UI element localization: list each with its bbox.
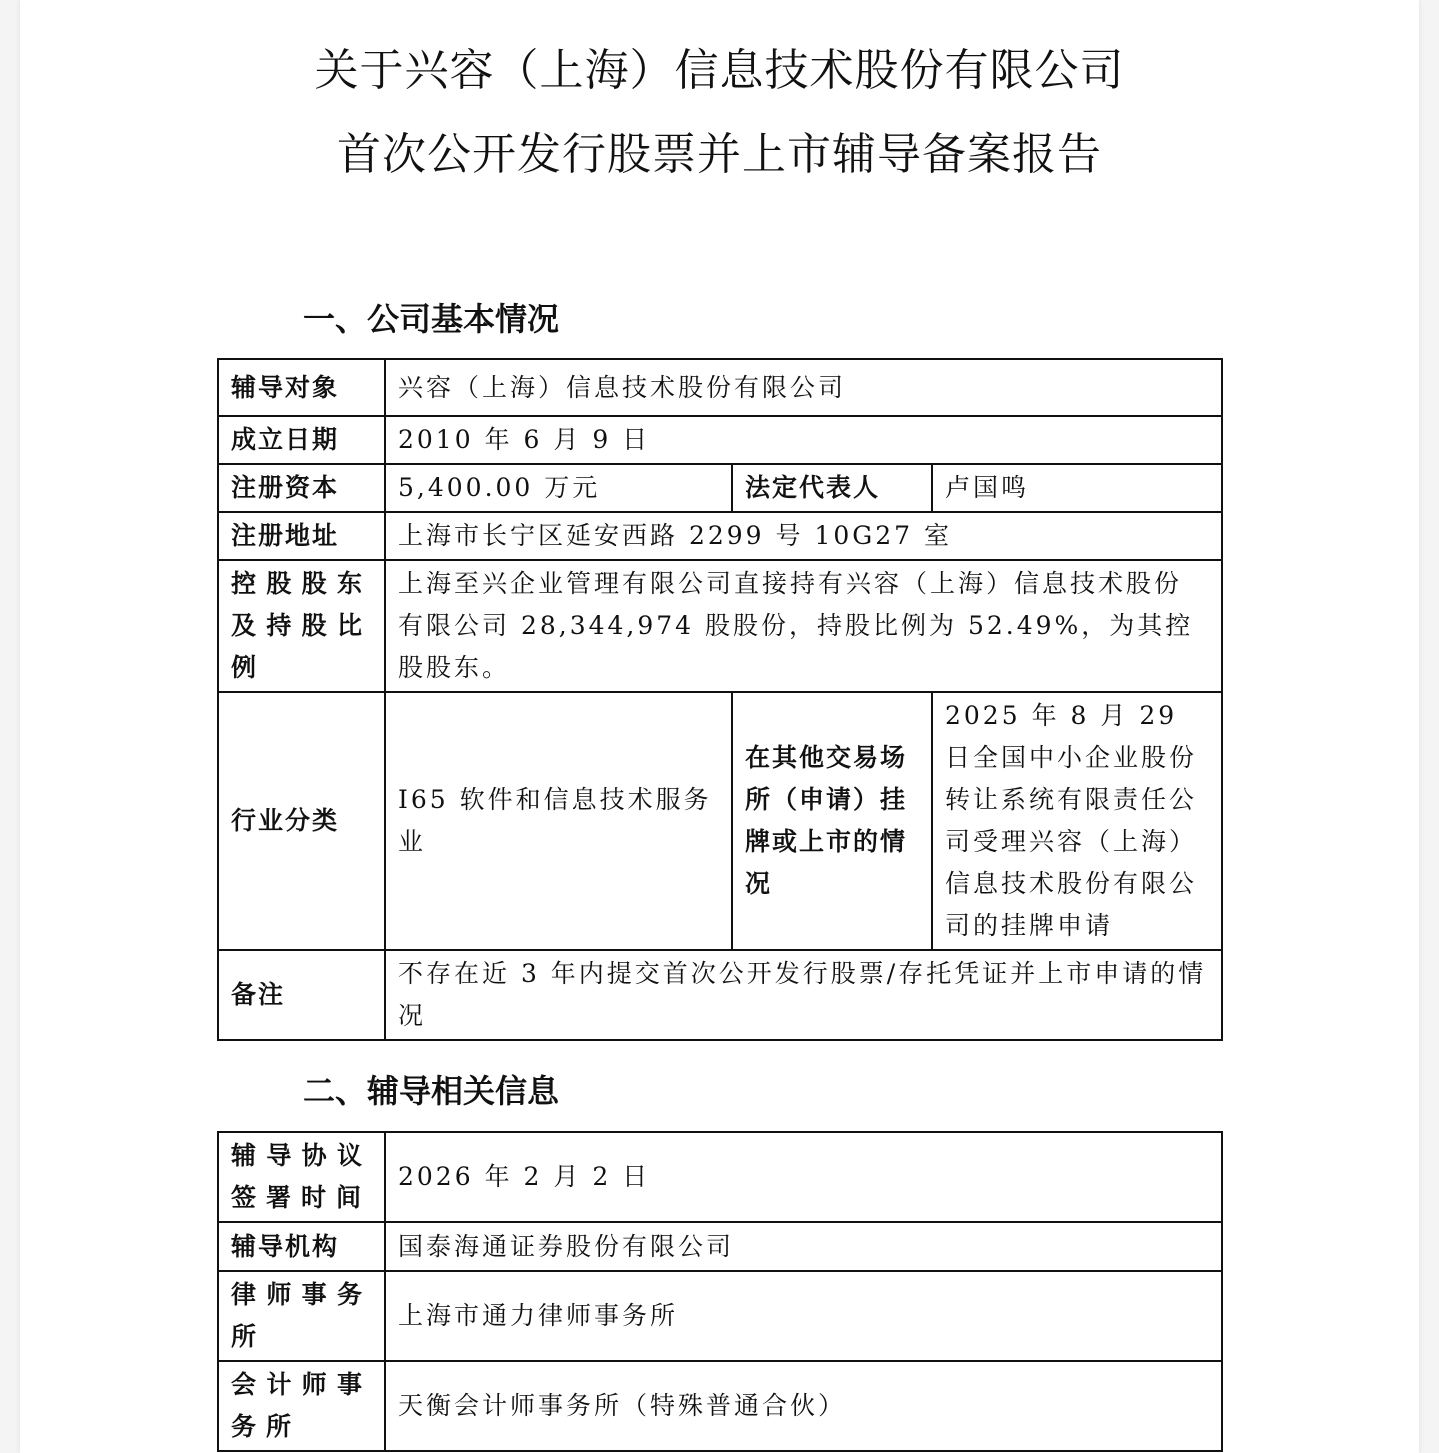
accounting-firm-label: 会计师事务所 xyxy=(218,1361,385,1451)
shareholder-value: 上海至兴企业管理有限公司直接持有兴容（上海）信息技术股份有限公司 28,344,974 股股份，持股比例为 52.49%，为其控股股东。 xyxy=(385,560,1222,692)
agreement-date-value: 2026 年 2 月 2 日 xyxy=(385,1132,1222,1222)
table-row xyxy=(218,416,1222,464)
other-listing-label: 在其他交易场所（申请）挂牌或上市的情况 xyxy=(732,692,932,950)
table-row xyxy=(218,1132,1222,1222)
table-row xyxy=(218,1271,1222,1361)
capital-value: 5,400.00 万元 xyxy=(385,464,732,512)
capital-label: 注册资本 xyxy=(218,464,385,512)
table-row xyxy=(218,560,1222,692)
table-row xyxy=(218,1361,1222,1451)
address-label: 注册地址 xyxy=(218,512,385,560)
target-value: 兴容（上海）信息技术股份有限公司 xyxy=(385,359,1222,416)
industry-value: I65 软件和信息技术服务业 xyxy=(385,692,732,950)
section-heading-tutoring-info: 二、辅导相关信息 xyxy=(303,1072,560,1110)
table-row xyxy=(218,950,1222,1040)
table-row xyxy=(218,1222,1222,1271)
law-firm-value: 上海市通力律师事务所 xyxy=(385,1271,1222,1361)
institution-label: 辅导机构 xyxy=(218,1222,385,1271)
document-page xyxy=(20,0,1419,1453)
accounting-firm-value: 天衡会计师事务所（特殊普通合伙） xyxy=(385,1361,1222,1451)
established-value: 2010 年 6 月 9 日 xyxy=(385,416,1222,464)
document-title-line2: 首次公开发行股票并上市辅导备案报告 xyxy=(337,129,1102,180)
other-listing-value: 2025 年 8 月 29 日全国中小企业股份转让系统有限责任公司受理兴容（上海）信息技术股份有限公司的挂牌申请 xyxy=(932,692,1222,950)
agreement-date-label: 辅导协议签署时间 xyxy=(218,1132,385,1222)
section-heading-company-info: 一、公司基本情况 xyxy=(303,300,560,338)
table-row xyxy=(218,359,1222,416)
legal-rep-label: 法定代表人 xyxy=(732,464,932,512)
target-label: 辅导对象 xyxy=(218,359,385,416)
established-label: 成立日期 xyxy=(218,416,385,464)
industry-label: 行业分类 xyxy=(218,692,385,950)
table-row xyxy=(218,464,1222,512)
table-row xyxy=(218,512,1222,560)
law-firm-label: 律师事务所 xyxy=(218,1271,385,1361)
table-row xyxy=(218,692,1222,950)
remarks-value: 不存在近 3 年内提交首次公开发行股票/存托凭证并上市申请的情况 xyxy=(385,950,1222,1040)
tutoring-info-table xyxy=(217,1131,1223,1452)
institution-value: 国泰海通证券股份有限公司 xyxy=(385,1222,1222,1271)
address-value: 上海市长宁区延安西路 2299 号 10G27 室 xyxy=(385,512,1222,560)
company-info-table xyxy=(217,358,1223,1041)
remarks-label: 备注 xyxy=(218,950,385,1040)
shareholder-label: 控股股东及持股比例 xyxy=(218,560,385,692)
legal-rep-value: 卢国鸣 xyxy=(932,464,1222,512)
document-title-line1: 关于兴容（上海）信息技术股份有限公司 xyxy=(314,45,1125,96)
